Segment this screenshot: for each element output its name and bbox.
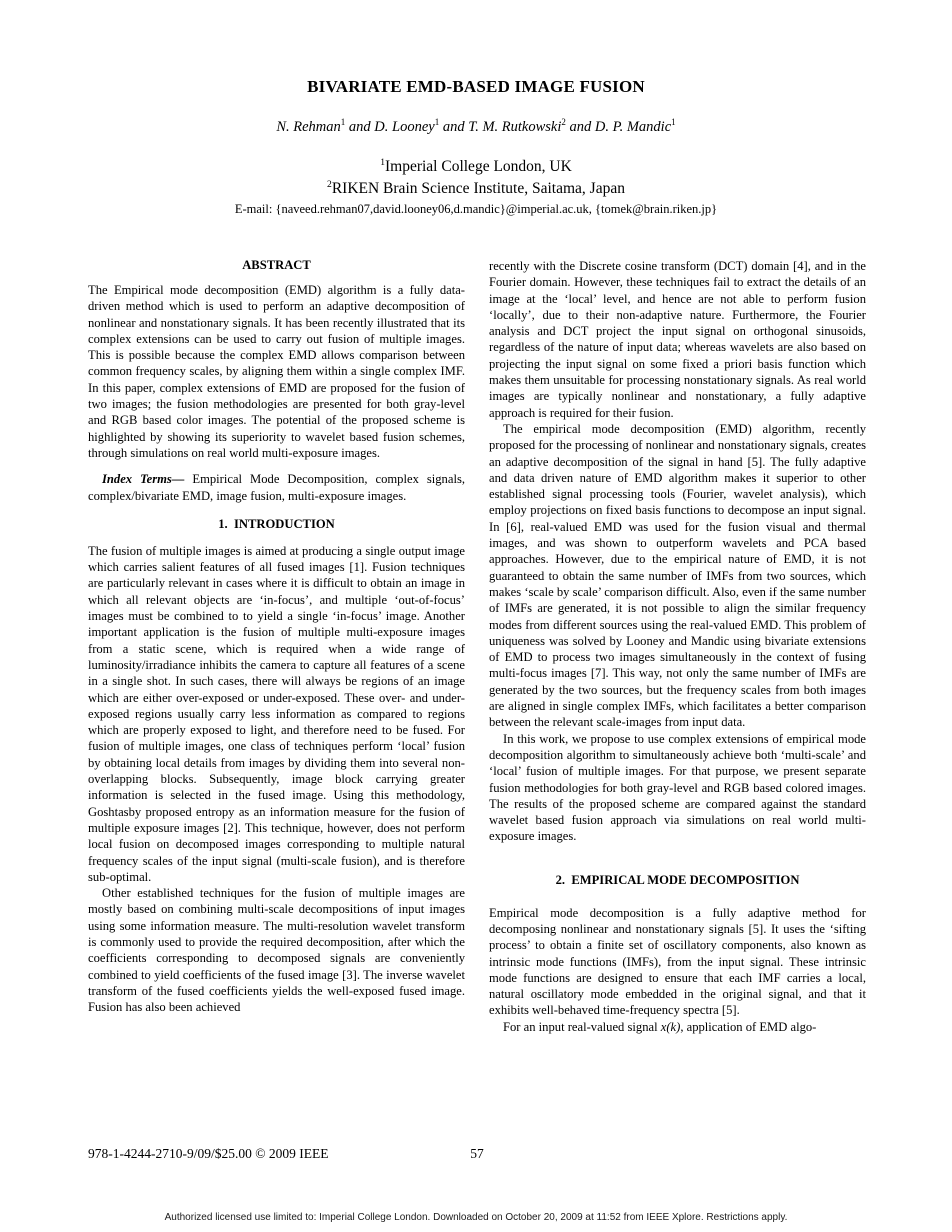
author-byline [0, 119, 952, 136]
continuation-paragraph: recently with the Discrete cosine transform (DCT) domain [4], and in the Fourier domain. However, these techniques fail to extract the details of an image at the ‘local’ level, and hence are not able to perform fusion ‘locally’, due to their non-adaptive nature. Furthermore, the Fourier analysis and DCT project the input signal on orthogonal sinusoids, regardless of the nature of input data; whereas wavelets are also based on projecting the input signal on some fixed a priori basis function which makes them unsuitable for processing nonstationary signals. As real world images are typically nonlinear and nonstationary, a fully adaptive approach is required for their fusion. [489, 259, 866, 420]
left-column [88, 258, 465, 1035]
right-column [489, 258, 866, 1035]
contribution-paragraph: In this work, we propose to use complex extensions of empirical mode decomposition algorithm to simultaneously achieve both ‘multi-scale’ and ‘local’ fusion of multiple images. For that purpose, we present separate fusion methodologies for both gray-level and RGB based colored images. The results of the proposed scheme are compared against the standard wavelet based fusion approach via simulations on real world multi-exposure images. [489, 731, 866, 844]
emd-last-line-pre: For an input real-valued signal [503, 1019, 661, 1034]
emd-last-line-post: , application of EMD algo- [680, 1019, 817, 1034]
emd-paragraph: Empirical mode decomposition is a fully adaptive method for decomposing nonlinear and nonstationary signals [5]. It uses the ‘sifting process’ to obtain a finite set of oscillatory components, also known as intrinsic mode functions (IMFs), from the input signal. These intrinsic mode functions are designed to ensure that each IMF carries a local, natural oscillatory mode embedded in the original signal, and that it exhibits well-behaved time-frequency spectra [5]. [489, 905, 866, 1018]
index-terms-label: Index Terms— [102, 472, 185, 487]
author-name: and T. M. Rutkowski [439, 119, 562, 135]
affiliation-name: Imperial College London, UK [384, 158, 572, 175]
author-affil-marker: 2 [561, 117, 566, 128]
affiliation-line [0, 178, 952, 200]
author-affil-marker: 1 [671, 117, 676, 128]
body-columns [88, 258, 866, 1035]
author-name: N. Rehman [276, 119, 341, 135]
page-number: 57 [470, 1146, 484, 1161]
author-name: and D. P. Mandic [565, 119, 672, 135]
emd-overview-paragraph: The empirical mode decomposition (EMD) algorithm, recently proposed for the processing of nonlinear and nonstationary signals, creates an adaptive decomposition of the signal in hand [5]. The fully adaptive and data driven nature of EMD algorithm makes it superior to other established signal processing tools (Fourier, wavelet analysis), which employ projections on fixed basis functions to decompose an input signal. In [6], real-valued EMD was used for the fusion visual and thermal images, and was shown to outperform wavelets and PCA based approaches. However, due to the empirical nature of EMD, it is not guaranteed to obtain the same number of IMFs from two sources, which makes ‘scale by scale’ comparison difficult. Also, even if the same number of IMFs are generated, it is not possible to align the similar frequency modes from different sources using the real-valued EMD. This problem of uniqueness was solved by Looney and Mandic using bivariate extensions of EMD to process two images simultaneously in the context of fusing multi-focus images [7]. This way, not only the same number of IMFs are generated by the two sources, but the frequency scales from both images are aligned in single complex IMFs, which facilitates a better comparison between the relevant scale-images from input data. [489, 421, 866, 730]
section-heading-introduction: 1. INTRODUCTION [218, 516, 335, 531]
emd-last-line [489, 1019, 866, 1035]
author-name: and D. Looney [345, 119, 435, 135]
intro-paragraph-1: The fusion of multiple images is aimed at producing a single output image which carries salient features of all fused images [1]. Fusion techniques are particularly relevant in cases where it is difficult to obtain an image in which all relevant objects are ‘in-focus’, and multiple ‘out-of-focus’ images must be combined to to yield a single ‘in-focus’ image. Another important application is the fusion of multiple multi-exposure images from a static scene, which is required when a wide range of luminosity/irradiance inhibits the camera to capture all features of a scene in a single shot. In such cases, there will always be regions of an image which are either over-exposed or under-exposed. These over- and under-exposed regions usually carry less information as compared to regions which are properly exposed to light, and therefore need to be fused. For fusion of multiple images, one class of techniques perform ‘local’ fusion by obtaining local details from images by dividing them into several non-overlapping blocks. Subsequently, image block carrying greater information is selected in the fused image. Using this methodology, Goshtasby proposed entropy as an information measure for the fusion of multiple exposure images [2]. This technique, however, does not perform local fusion on decomposed images corresponding to multiple natural frequency scales of the input signal (multi-scale fusion), and is therefore sub-optimal. [88, 543, 465, 884]
affiliation-line [0, 156, 952, 178]
section-heading-emd: 2. EMPIRICAL MODE DECOMPOSITION [555, 872, 800, 887]
author-affil-marker: 1 [340, 117, 346, 128]
paper-title: BIVARIATE EMD-BASED IMAGE FUSION [307, 77, 645, 96]
abstract-heading: ABSTRACT [242, 258, 311, 272]
index-terms-text: Empirical Mode Decomposition, complex signals, complex/bivariate EMD, image fusion, multi-exposure images. [88, 472, 465, 503]
affiliations [0, 156, 952, 200]
download-notice: Authorized licensed use limited to: Imperial College London. Downloaded on October 20, 2009 at 11:52 from IEEE Xplore. Restrictions apply. [164, 1212, 788, 1223]
affiliation-marker: 1 [380, 156, 385, 168]
copyright-line: 978-1-4244-2710-9/09/$25.00 © 2009 IEEE [88, 1146, 329, 1161]
affiliation-name: RIKEN Brain Science Institute, Saitama, Japan [331, 180, 625, 197]
affiliation-marker: 2 [327, 178, 332, 190]
author-affil-marker: 1 [434, 117, 440, 128]
index-terms [88, 471, 465, 504]
footer-row [88, 1146, 866, 1162]
email-line: E-mail: {naveed.rehman07,david.looney06,d.mandic}@imperial.ac.uk, {tomek@brain.riken.jp} [234, 202, 718, 216]
math-expression: x(k) [660, 1019, 681, 1034]
intro-paragraph-2: Other established techniques for the fusion of multiple images are mostly based on combining multi-scale decompositions of input images using some information measure. The multi-resolution wavelet transform is commonly used to provide the required decomposition, after which the coefficients corresponding to decomposed signals are conveniently combined to yield coefficients of the fused image [3]. The inverse wavelet transform of the fused coefficients yields the well-exposed fused image. Fusion has also been achieved [88, 886, 465, 1015]
abstract-text: The Empirical mode decomposition (EMD) algorithm is a fully data-driven method which is used to perform an adaptive decomposition of nonlinear and nonstationary signals. It has been recently illustrated that its complex extensions can be used to carry out fusion of multiple images. This is possible because the complex EMD allows comparison between common frequency scales, by aligning them within a single complex IMF. In this paper, complex extensions of EMD are proposed for the fusion of two images; the fusion methodologies are presented for both gray-level and RGB based color images. The potential of the proposed scheme is highlighted by showing its superiority to wavelet based fusion schemes, through simulations on real world multi-exposure images. [88, 283, 465, 460]
